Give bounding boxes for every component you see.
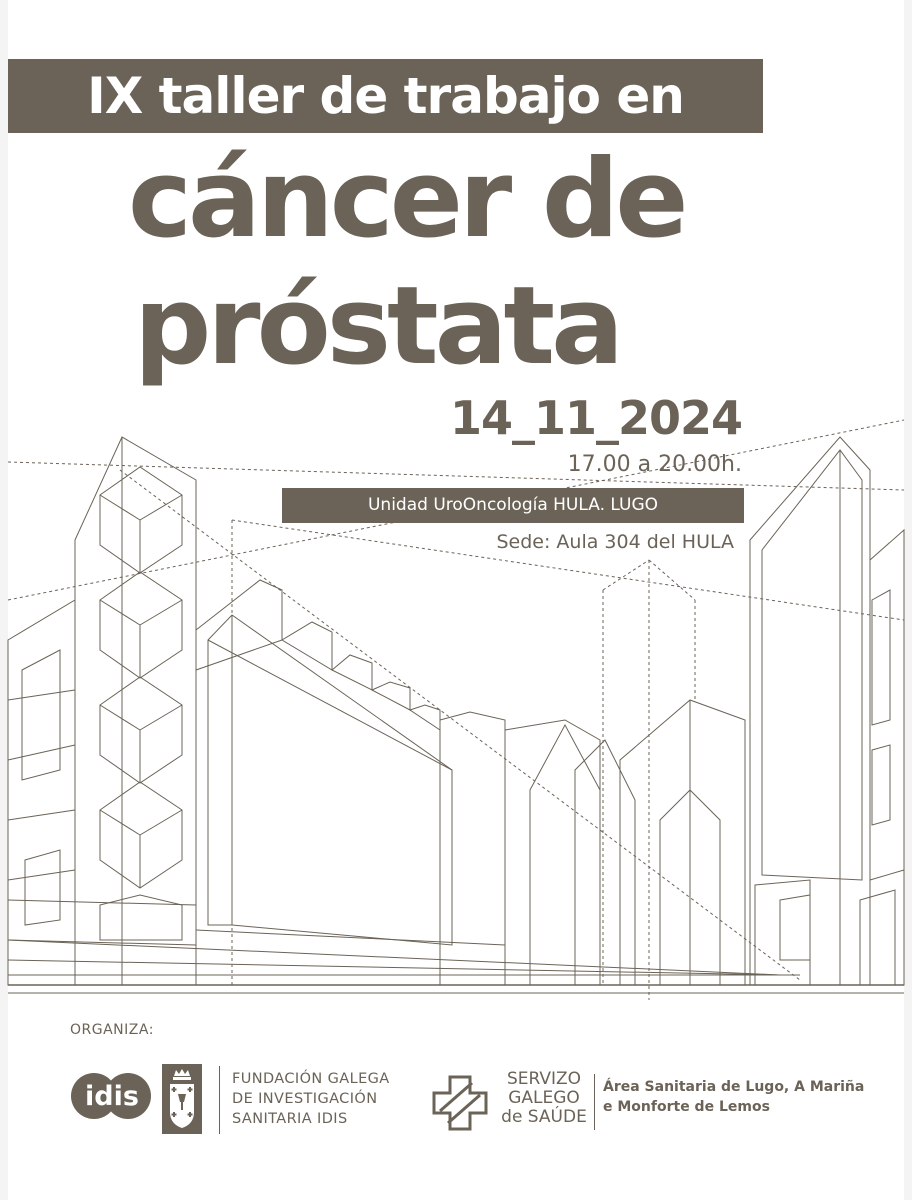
sergas-name: SERVIZO GALEGO de SAÚDE bbox=[501, 1069, 587, 1127]
health-area-name: Área Sanitaria de Lugo, A Mariña e Monforte de Lemos bbox=[603, 1079, 865, 1115]
divider-sergas bbox=[594, 1074, 595, 1130]
idis-logo-icon bbox=[70, 1072, 154, 1120]
idis-logo-text: idis bbox=[85, 1081, 139, 1112]
event-time: 17.00 a 20.00h. bbox=[567, 452, 742, 477]
event-venue: Sede: Aula 304 del HULA bbox=[496, 531, 734, 553]
idis-foundation-name: FUNDACIÓN GALEGA DE INVESTIGACIÓN SANITARIA IDIS bbox=[232, 1071, 390, 1127]
organizers-label: ORGANIZA: bbox=[70, 1022, 154, 1038]
title-prostata: próstata bbox=[134, 264, 621, 389]
event-date: 14_11_2024 bbox=[449, 391, 742, 445]
galicia-coat-of-arms-icon bbox=[162, 1064, 202, 1134]
title-banner: IX taller de trabajo en bbox=[8, 59, 763, 133]
unit-banner: Unidad UroOncología HULA. LUGO bbox=[282, 488, 744, 523]
divider-idis bbox=[219, 1066, 220, 1134]
title-cancer-de: cáncer de bbox=[128, 137, 685, 262]
sergas-cross-icon bbox=[430, 1073, 490, 1133]
